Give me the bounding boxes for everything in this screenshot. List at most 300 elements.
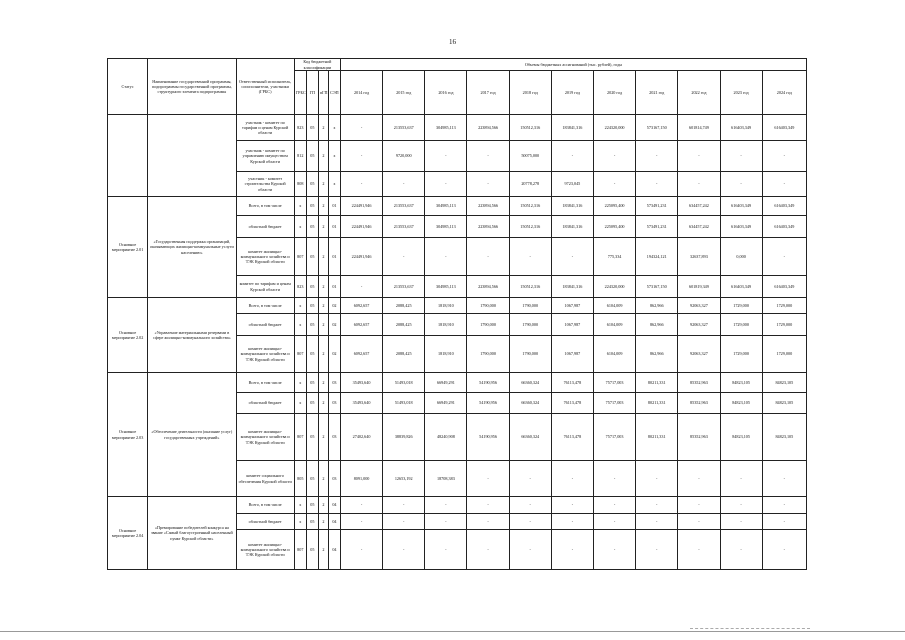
row-value: 1729,000 bbox=[762, 336, 806, 373]
header-year: 2023 год bbox=[720, 71, 762, 115]
row-value: 183841,316 bbox=[551, 276, 593, 298]
row-code: 05 bbox=[306, 238, 318, 276]
row-value: 225095,400 bbox=[593, 197, 635, 216]
header-name: Наименование государственной программы, подпрограммы государственной программы, структурного элемента подпрограммы bbox=[148, 59, 236, 115]
row-value: 6092,657 bbox=[340, 314, 382, 336]
row-status: Основное мероприятие 2.03 bbox=[108, 373, 148, 497]
header-year: 2022 год bbox=[678, 71, 720, 115]
row-code: 05 bbox=[306, 197, 318, 216]
row-value: - bbox=[425, 530, 467, 570]
header-code-group: Код бюджетной классификации bbox=[294, 59, 340, 71]
row-code: 05 bbox=[306, 298, 318, 314]
row-executor: комитет жилищно-коммунального хозяйства и ТЭК Курской области bbox=[236, 414, 294, 461]
row-value: 862,966 bbox=[636, 298, 678, 314]
row-value: - bbox=[509, 238, 551, 276]
table-row bbox=[108, 497, 807, 514]
header-year: 2014 год bbox=[340, 71, 382, 115]
row-value: 1790,000 bbox=[467, 336, 509, 373]
row-value: - bbox=[593, 530, 635, 570]
row-value: 573167,150 bbox=[636, 276, 678, 298]
row-value: - bbox=[636, 530, 678, 570]
row-value: - bbox=[636, 514, 678, 530]
row-value: 1790,000 bbox=[509, 298, 551, 314]
row-code: 05 bbox=[306, 461, 318, 497]
row-value: 66360,324 bbox=[509, 373, 551, 393]
row-code: 05 bbox=[306, 373, 318, 393]
row-value: - bbox=[762, 530, 806, 570]
table-row bbox=[108, 197, 807, 216]
row-value: 601814,749 bbox=[678, 115, 720, 141]
row-value: - bbox=[340, 276, 382, 298]
row-value: - bbox=[551, 238, 593, 276]
row-code: 05 bbox=[306, 172, 318, 197]
row-value: 84823,105 bbox=[762, 414, 806, 461]
row-value: 0,000 bbox=[720, 238, 762, 276]
row-executor: Всего, в том числе bbox=[236, 373, 294, 393]
row-code: х bbox=[328, 172, 340, 197]
row-code: 01 bbox=[328, 197, 340, 216]
row-code: 2 bbox=[318, 172, 328, 197]
row-code: 02 bbox=[328, 314, 340, 336]
row-value: - bbox=[340, 530, 382, 570]
row-value: - bbox=[340, 141, 382, 172]
row-code: 2 bbox=[318, 414, 328, 461]
row-value: 183841,316 bbox=[551, 115, 593, 141]
page-number: 16 bbox=[449, 38, 456, 46]
row-code: 02 bbox=[328, 298, 340, 314]
row-value: 150512,316 bbox=[509, 197, 551, 216]
row-value: 616403,349 bbox=[762, 216, 806, 238]
row-value: 1067,987 bbox=[551, 298, 593, 314]
row-value: 1729,000 bbox=[762, 314, 806, 336]
row-value: - bbox=[467, 497, 509, 514]
row-code: 01 bbox=[328, 216, 340, 238]
row-code: х bbox=[328, 141, 340, 172]
row-value: - bbox=[467, 530, 509, 570]
row-value: - bbox=[678, 141, 720, 172]
row-value: 1729,000 bbox=[720, 336, 762, 373]
row-code: х bbox=[294, 314, 306, 336]
row-value: - bbox=[425, 238, 467, 276]
row-value: 80211,331 bbox=[636, 393, 678, 414]
header-executor: Ответственный исполнитель, соисполнители, участники (ГРБС) bbox=[236, 59, 294, 115]
row-value: 2088,425 bbox=[383, 336, 425, 373]
row-value: - bbox=[678, 514, 720, 530]
row-value: - bbox=[383, 238, 425, 276]
row-value: 1067,987 bbox=[551, 336, 593, 373]
row-code: 04 bbox=[328, 530, 340, 570]
header-code-gp: ГП bbox=[306, 71, 318, 115]
row-value: 213553,637 bbox=[383, 276, 425, 298]
row-value: - bbox=[678, 461, 720, 497]
row-value: 1790,000 bbox=[467, 314, 509, 336]
row-value: - bbox=[593, 497, 635, 514]
row-value: 1729,000 bbox=[720, 314, 762, 336]
row-value: 76113,478 bbox=[551, 414, 593, 461]
row-value: 92063,327 bbox=[678, 314, 720, 336]
table-body bbox=[108, 115, 807, 570]
row-value: 54190,956 bbox=[467, 393, 509, 414]
row-value: - bbox=[551, 514, 593, 530]
row-value: 194324,121 bbox=[636, 238, 678, 276]
row-value: 223894,566 bbox=[467, 197, 509, 216]
row-value: 616403,349 bbox=[762, 197, 806, 216]
row-value: 9723,045 bbox=[551, 172, 593, 197]
row-value: - bbox=[762, 461, 806, 497]
row-value: - bbox=[383, 497, 425, 514]
row-executor: областной бюджет bbox=[236, 393, 294, 414]
row-value: 616403,349 bbox=[720, 115, 762, 141]
row-code: 03 bbox=[328, 461, 340, 497]
row-value: 54190,956 bbox=[467, 414, 509, 461]
row-value: - bbox=[340, 172, 382, 197]
header-volume-group: Объемы бюджетных ассигнований (тыс. рублей), годы bbox=[340, 59, 806, 71]
header-year: 2016 год bbox=[425, 71, 467, 115]
row-value: 84823,105 bbox=[720, 373, 762, 393]
row-executor: участник - комитет по тарифам и ценам Курской области bbox=[236, 115, 294, 141]
row-code: 2 bbox=[318, 141, 328, 172]
row-value: 92063,327 bbox=[678, 336, 720, 373]
row-value: - bbox=[720, 530, 762, 570]
header-year: 2015 год bbox=[383, 71, 425, 115]
row-value: 1790,000 bbox=[509, 336, 551, 373]
row-value: 6104,009 bbox=[593, 314, 635, 336]
row-value: 224320,000 bbox=[593, 276, 635, 298]
row-code: х bbox=[328, 115, 340, 141]
row-status: Основное мероприятие 2.01 bbox=[108, 197, 148, 298]
row-value: - bbox=[762, 172, 806, 197]
row-value: - bbox=[383, 172, 425, 197]
row-value: - bbox=[593, 461, 635, 497]
row-value: 80211,331 bbox=[636, 373, 678, 393]
row-value: - bbox=[383, 514, 425, 530]
header-status: Статус bbox=[108, 59, 148, 115]
row-value: - bbox=[593, 172, 635, 197]
row-value: 775,334 bbox=[593, 238, 635, 276]
row-value: - bbox=[762, 514, 806, 530]
row-value: 6092,657 bbox=[340, 336, 382, 373]
row-code: 823 bbox=[294, 276, 306, 298]
row-value: - bbox=[467, 238, 509, 276]
row-value: 2088,425 bbox=[383, 314, 425, 336]
row-code: 2 bbox=[318, 497, 328, 514]
row-code: 823 bbox=[294, 115, 306, 141]
row-value: 1818,910 bbox=[425, 298, 467, 314]
row-value: 75717,003 bbox=[593, 373, 635, 393]
row-value: - bbox=[678, 172, 720, 197]
row-value: 66949,291 bbox=[425, 373, 467, 393]
row-value: 223894,566 bbox=[467, 115, 509, 141]
row-code: 2 bbox=[318, 336, 328, 373]
row-code: 2 bbox=[318, 197, 328, 216]
row-value: 9720,000 bbox=[383, 141, 425, 172]
header-year: 2018 год bbox=[509, 71, 551, 115]
row-value: 616403,349 bbox=[720, 216, 762, 238]
row-value: 225095,400 bbox=[593, 216, 635, 238]
row-name: «Обеспечение деятельности (оказание услуг) государственных учреждений» bbox=[148, 373, 236, 497]
row-value: 12653,192 bbox=[383, 461, 425, 497]
row-value: 84823,105 bbox=[720, 414, 762, 461]
row-value: - bbox=[762, 497, 806, 514]
row-name: «Государственная поддержка организаций, оказывающих жилищно-коммунальные услуги населению» bbox=[148, 197, 236, 298]
row-value: 85352,963 bbox=[678, 414, 720, 461]
row-value: 6104,009 bbox=[593, 298, 635, 314]
row-code: 05 bbox=[306, 115, 318, 141]
row-code: 05 bbox=[306, 276, 318, 298]
row-value: 1790,000 bbox=[467, 298, 509, 314]
row-value: 573167,150 bbox=[636, 115, 678, 141]
row-value: 35493,640 bbox=[340, 393, 382, 414]
row-code: 04 bbox=[328, 497, 340, 514]
row-status: Основное мероприятие 2.02 bbox=[108, 298, 148, 373]
row-code: 2 bbox=[318, 530, 328, 570]
row-value: - bbox=[720, 141, 762, 172]
row-value: 1729,000 bbox=[720, 298, 762, 314]
row-code: 03 bbox=[328, 393, 340, 414]
row-code: 01 bbox=[328, 238, 340, 276]
row-value: - bbox=[509, 514, 551, 530]
row-value: - bbox=[720, 172, 762, 197]
table-row bbox=[108, 373, 807, 393]
header-year: 2024 год bbox=[762, 71, 806, 115]
row-value: 224491,946 bbox=[340, 197, 382, 216]
row-code: 05 bbox=[306, 497, 318, 514]
row-value: - bbox=[678, 530, 720, 570]
row-value: 223894,566 bbox=[467, 216, 509, 238]
budget-table bbox=[107, 58, 807, 570]
row-value: - bbox=[720, 461, 762, 497]
row-value: 66949,291 bbox=[425, 393, 467, 414]
row-executor: участник - комитет строительства Курской области bbox=[236, 172, 294, 197]
row-code: х bbox=[294, 497, 306, 514]
row-value: 150512,316 bbox=[509, 115, 551, 141]
row-value: 601819,349 bbox=[678, 276, 720, 298]
row-executor: участник - комитет по управлению имуществом Курской области bbox=[236, 141, 294, 172]
row-value: - bbox=[636, 497, 678, 514]
row-code: х bbox=[294, 216, 306, 238]
row-code: 2 bbox=[318, 461, 328, 497]
row-code: 05 bbox=[306, 514, 318, 530]
row-value: 150512,316 bbox=[509, 276, 551, 298]
row-value: 616403,349 bbox=[720, 197, 762, 216]
row-value: 51493,018 bbox=[383, 373, 425, 393]
row-code: 04 bbox=[328, 514, 340, 530]
header-year: 2017 год bbox=[467, 71, 509, 115]
row-value: - bbox=[720, 514, 762, 530]
row-value: 1790,000 bbox=[509, 314, 551, 336]
row-code: х bbox=[294, 373, 306, 393]
row-code: 812 bbox=[294, 141, 306, 172]
row-code: 05 bbox=[306, 530, 318, 570]
header-code-sep: СЭП bbox=[328, 71, 340, 115]
row-name bbox=[148, 115, 236, 197]
row-code: 807 bbox=[294, 530, 306, 570]
row-value: - bbox=[383, 530, 425, 570]
header-code-pgp: пГП bbox=[318, 71, 328, 115]
row-value: 75717,003 bbox=[593, 393, 635, 414]
row-value: - bbox=[551, 497, 593, 514]
row-value: - bbox=[425, 141, 467, 172]
header-code-grbs: ГРБС bbox=[294, 71, 306, 115]
row-executor: областной бюджет bbox=[236, 216, 294, 238]
row-executor: комитет жилищно-коммунального хозяйства и ТЭК Курской области bbox=[236, 530, 294, 570]
row-value: 304985,113 bbox=[425, 276, 467, 298]
row-value: 8091,000 bbox=[340, 461, 382, 497]
row-status bbox=[108, 115, 148, 197]
row-code: 03 bbox=[328, 414, 340, 461]
row-value: 304985,113 bbox=[425, 197, 467, 216]
row-value: 1818,910 bbox=[425, 314, 467, 336]
row-code: х bbox=[294, 298, 306, 314]
row-code: 2 bbox=[318, 238, 328, 276]
row-code: 2 bbox=[318, 514, 328, 530]
row-code: х bbox=[294, 393, 306, 414]
row-code: 01 bbox=[328, 276, 340, 298]
header-year: 2020 год bbox=[593, 71, 635, 115]
row-executor: областной бюджет bbox=[236, 314, 294, 336]
row-code: х bbox=[294, 514, 306, 530]
row-value: - bbox=[425, 497, 467, 514]
row-value: 6104,009 bbox=[593, 336, 635, 373]
row-code: 2 bbox=[318, 393, 328, 414]
row-value: 634457,242 bbox=[678, 216, 720, 238]
row-value: 213553,637 bbox=[383, 216, 425, 238]
table-row bbox=[108, 115, 807, 141]
row-status: Основное мероприятие 2.04 bbox=[108, 497, 148, 570]
row-code: 05 bbox=[306, 216, 318, 238]
row-value: 2088,425 bbox=[383, 298, 425, 314]
row-executor: Всего, в том числе bbox=[236, 497, 294, 514]
row-value: - bbox=[340, 514, 382, 530]
row-value: 27402,640 bbox=[340, 414, 382, 461]
row-value: 80211,331 bbox=[636, 414, 678, 461]
row-value: - bbox=[593, 141, 635, 172]
row-value: 84823,105 bbox=[762, 393, 806, 414]
row-code: 03 bbox=[328, 373, 340, 393]
row-value: 224491,946 bbox=[340, 238, 382, 276]
row-code: 02 bbox=[328, 336, 340, 373]
row-value: 862,966 bbox=[636, 314, 678, 336]
row-value: - bbox=[509, 530, 551, 570]
row-code: 807 bbox=[294, 414, 306, 461]
row-value: - bbox=[340, 115, 382, 141]
row-value: 76113,478 bbox=[551, 393, 593, 414]
row-value: 32637,893 bbox=[678, 238, 720, 276]
row-value: 92063,327 bbox=[678, 298, 720, 314]
row-value: 183841,316 bbox=[551, 216, 593, 238]
row-value: - bbox=[551, 461, 593, 497]
row-value: - bbox=[467, 172, 509, 197]
row-executor: областной бюджет bbox=[236, 514, 294, 530]
row-code: 05 bbox=[306, 141, 318, 172]
row-name: «Управление материальными резервами в сфере жилищно-коммунального хозяйства» bbox=[148, 298, 236, 373]
row-value: 75717,003 bbox=[593, 414, 635, 461]
row-value: 1818,910 bbox=[425, 336, 467, 373]
row-value: - bbox=[425, 514, 467, 530]
row-executor: комитет жилищно-коммунального хозяйства и ТЭК Курской области bbox=[236, 238, 294, 276]
row-value: 84823,105 bbox=[720, 393, 762, 414]
row-code: 2 bbox=[318, 276, 328, 298]
row-value: 51493,018 bbox=[383, 393, 425, 414]
header-year: 2019 год bbox=[551, 71, 593, 115]
row-code: 05 bbox=[306, 414, 318, 461]
row-code: 05 bbox=[306, 393, 318, 414]
row-value: 616403,349 bbox=[762, 115, 806, 141]
row-value: 50075,000 bbox=[509, 141, 551, 172]
row-code: х bbox=[294, 197, 306, 216]
row-value: 616403,349 bbox=[720, 276, 762, 298]
row-value: - bbox=[762, 141, 806, 172]
row-value: 304985,113 bbox=[425, 115, 467, 141]
row-value: 862,966 bbox=[636, 336, 678, 373]
row-value: - bbox=[425, 172, 467, 197]
row-code: 807 bbox=[294, 336, 306, 373]
row-code: 2 bbox=[318, 298, 328, 314]
row-value: - bbox=[340, 497, 382, 514]
row-value: - bbox=[678, 497, 720, 514]
row-value: 76113,478 bbox=[551, 373, 593, 393]
row-value: - bbox=[762, 238, 806, 276]
row-value: 20778,278 bbox=[509, 172, 551, 197]
row-value: 1729,000 bbox=[762, 298, 806, 314]
row-code: 2 bbox=[318, 373, 328, 393]
row-code: 808 bbox=[294, 172, 306, 197]
row-value: - bbox=[467, 514, 509, 530]
row-value: 35493,640 bbox=[340, 373, 382, 393]
row-executor: комитет социального обеспечения Курской области bbox=[236, 461, 294, 497]
row-value: - bbox=[593, 514, 635, 530]
header-year: 2021 год bbox=[636, 71, 678, 115]
row-value: - bbox=[509, 461, 551, 497]
row-value: 224491,946 bbox=[340, 216, 382, 238]
row-value: 213553,637 bbox=[383, 115, 425, 141]
row-value: - bbox=[720, 497, 762, 514]
row-code: 805 bbox=[294, 461, 306, 497]
row-value: 48240,908 bbox=[425, 414, 467, 461]
row-value: 150512,316 bbox=[509, 216, 551, 238]
row-value: 66360,324 bbox=[509, 393, 551, 414]
row-value: - bbox=[551, 141, 593, 172]
row-value: 1067,987 bbox=[551, 314, 593, 336]
row-code: 2 bbox=[318, 115, 328, 141]
row-code: 2 bbox=[318, 216, 328, 238]
bottom-rule bbox=[0, 631, 905, 632]
row-executor: комитет жилищно-коммунального хозяйства и ТЭК Курской области bbox=[236, 336, 294, 373]
row-value: 573491,231 bbox=[636, 216, 678, 238]
table-row bbox=[108, 298, 807, 314]
row-value: - bbox=[551, 530, 593, 570]
row-executor: комитет по тарифам и ценам Курской области bbox=[236, 276, 294, 298]
bottom-dashes bbox=[690, 628, 810, 629]
row-value: - bbox=[467, 141, 509, 172]
row-value: 38839,826 bbox=[383, 414, 425, 461]
row-value: - bbox=[509, 497, 551, 514]
row-value: 85352,963 bbox=[678, 373, 720, 393]
row-value: 634457,242 bbox=[678, 197, 720, 216]
row-value: 84823,105 bbox=[762, 373, 806, 393]
row-code: 2 bbox=[318, 314, 328, 336]
row-code: 05 bbox=[306, 336, 318, 373]
row-executor: Всего, в том числе bbox=[236, 197, 294, 216]
row-value: - bbox=[467, 461, 509, 497]
row-value: 18708,383 bbox=[425, 461, 467, 497]
row-value: 54190,956 bbox=[467, 373, 509, 393]
row-value: 6092,657 bbox=[340, 298, 382, 314]
row-value: - bbox=[636, 172, 678, 197]
row-value: - bbox=[636, 141, 678, 172]
row-executor: Всего, в том числе bbox=[236, 298, 294, 314]
row-value: 304985,113 bbox=[425, 216, 467, 238]
